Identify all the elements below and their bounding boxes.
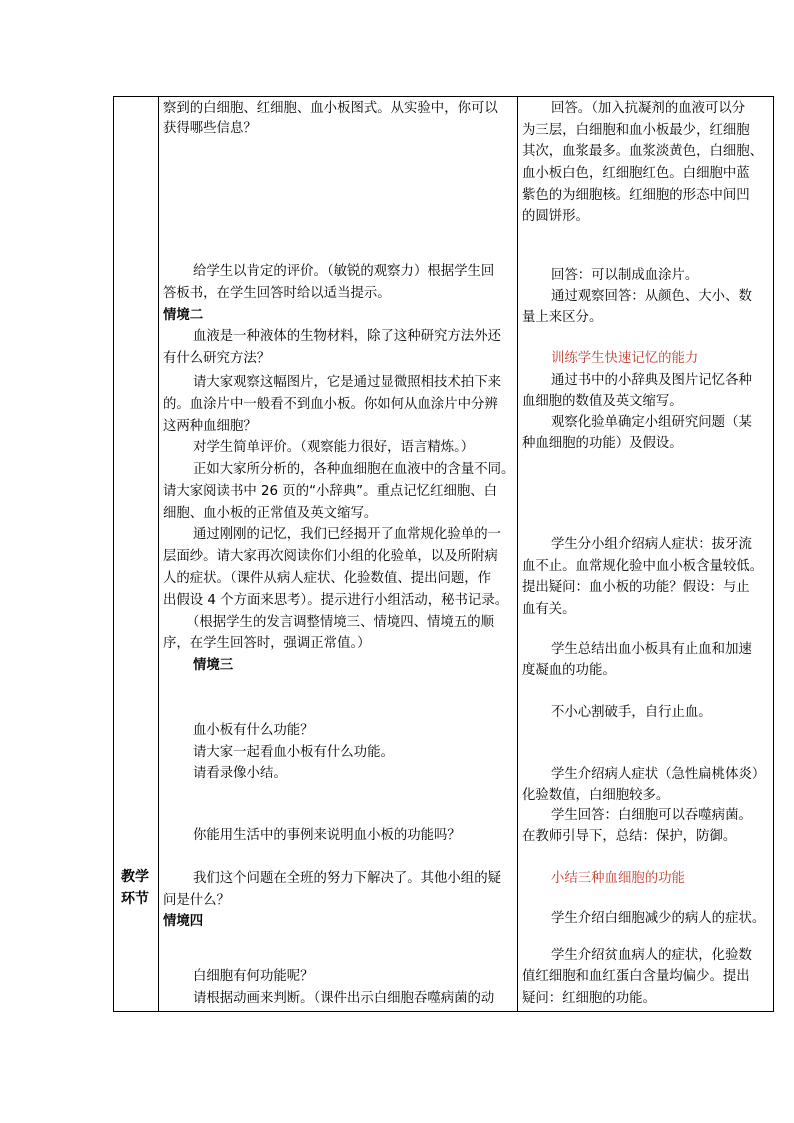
student-text-line: 学生总结出血小板具有止血和加速 [551,642,752,657]
teacher-text-line: 请大家阅读书中 26 页的“小辞典”。重点记忆红细胞、白 [163,484,498,499]
teacher-text-line: 这两种血细胞？ [163,419,257,434]
teacher-text-line: 问是什么？ [163,893,230,908]
student-text-line: 度凝血的功能。 [522,663,616,678]
student-text-line: 化验数值，白细胞较多。 [522,788,670,803]
student-text-line: 通过观察回答：从颜色、大小、数 [551,289,752,304]
student-text-line: 学生介绍贫血病人的症状，化验数 [551,948,752,963]
student-text-line: 为三层，白细胞和血小板最少，红细胞 [522,123,750,138]
student-text-line: 量上来区分。 [522,310,603,325]
student-text-line: 的圆饼形。 [522,209,589,224]
column-divider [158,97,159,1011]
column-divider [517,97,518,1011]
student-text-line: 提出疑问：血小板的功能？假设：与止 [522,580,750,595]
teacher-text-line: 出假设 4 个方面来思考）。提示进行小组活动，秘书记录。 [163,593,509,608]
student-text-line: 回答。（加入抗凝剂的血液可以分 [551,101,746,116]
teacher-text-line: 正如大家所分析的，各种血细胞在血液中的含量不同。 [193,462,515,477]
teacher-text-line: 请大家观察这幅图片，它是通过显微照相技术拍下来 [193,375,501,390]
student-text-line: 血不止。血常规化验中血小板含量较低。 [522,559,764,574]
scenario-heading: 情境二 [163,308,204,323]
teacher-text-line: 请看录像小结。 [193,766,287,781]
student-text-line: 血小板白色，红细胞红色。白细胞中蓝 [522,166,750,181]
teacher-text-line: 请大家一起看血小板有什么功能。 [193,745,394,760]
highlight-note: 小结三种血细胞的功能 [551,871,685,886]
student-text-line: 学生介绍白细胞减少的病人的症状。 [551,911,766,926]
teacher-text-line: 给学生以肯定的评价。（敏锐的观察力）根据学生回 [193,264,495,279]
section-label: 环节 [121,891,149,907]
teacher-text-line: 获得哪些信息？ [163,121,257,136]
scenario-heading: 情境三 [193,658,234,673]
teacher-text-line: 的。血涂片中一般看不到血小板。你如何从血涂片中分辨 [163,397,498,412]
student-text-line: 疑问：红细胞的功能。 [522,991,656,1006]
student-text-line: 种血细胞的功能）及假设。 [522,436,683,451]
teacher-text-line: 对学生简单评价。（观察能力很好，语言精炼。） [193,440,475,455]
teacher-text-line: 人的症状。（课件从病人症状、化验数值、提出问题，作 [163,571,492,586]
teacher-text-line: 层面纱。请大家再次阅读你们小组的化验单，以及所附病 [163,549,498,564]
student-text-line: 值红细胞和血红蛋白含量均偏少。提出 [522,969,750,984]
teacher-text-line: 答板书，在学生回答时给以适当提示。 [163,286,391,301]
student-text-line: 血有关。 [522,602,576,617]
student-text-line: 血细胞的数值及英文缩写。 [522,394,683,409]
teacher-text-line: 血液是一种液体的生物材料，除了这种研究方法外还 [193,329,501,344]
highlight-note: 训练学生快速记忆的能力 [551,351,699,366]
teacher-text-line: 白细胞有何功能呢？ [193,969,314,984]
student-text-line: 在教师引导下，总结：保护，防御。 [522,829,737,844]
student-text-line: 学生回答：白细胞可以吞噬病菌。 [551,808,752,823]
student-text-line: 回答：可以制成血涂片。 [551,268,699,283]
teacher-text-line: 有什么研究方法？ [163,351,271,366]
student-text-line: 不小心割破手，自行止血。 [551,705,712,720]
student-text-line: 观察化验单确定小组研究问题（某 [551,415,752,430]
student-text-line: 学生分小组介绍病人症状：拔牙流 [551,537,752,552]
student-text-line: 通过书中的小辞典及图片记忆各种 [551,373,752,388]
teacher-text-line: 请根据动画来判断。（课件出示白细胞吞噬病菌的动 [193,991,495,1006]
student-text-line: 其次，血浆最多。血浆淡黄色，白细胞、 [522,144,764,159]
teacher-text-line: 通过刚刚的记忆，我们已经揭开了血常规化验单的一 [193,527,501,542]
teacher-text-line: 血小板有什么功能？ [193,723,314,738]
teacher-text-line: 察到的白细胞、红细胞、血小板图式。从实验中，你可以 [163,101,498,116]
teacher-text-line: 细胞、血小板的正常值及英文缩写。 [163,506,378,521]
lesson-table [113,96,774,1012]
teacher-text-line: （根据学生的发言调整情境三、情境四、情境五的顺 [186,615,494,630]
student-text-line: 学生介绍病人症状（急性扁桃体炎） [551,767,766,782]
section-label: 教学 [121,869,149,885]
teacher-text-line: 我们这个问题在全班的努力下解决了。其他小组的疑 [193,871,501,886]
teacher-text-line: 序，在学生回答时，强调正常值。） [163,636,371,651]
student-text-line: 紫色的为细胞核。红细胞的形态中间凹 [522,188,750,203]
scenario-heading: 情境四 [163,914,204,929]
teacher-text-line: 你能用生活中的事例来说明血小板的功能吗？ [193,828,461,843]
